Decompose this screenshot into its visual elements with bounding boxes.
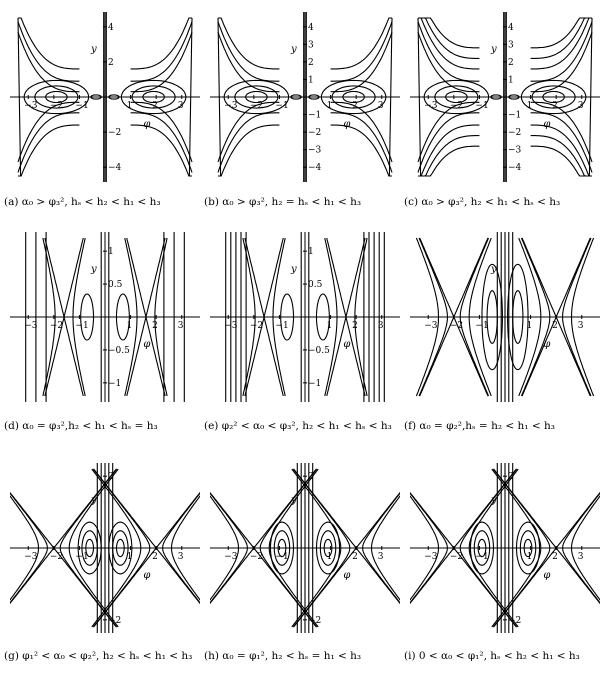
x-tick-label: −3	[24, 552, 38, 562]
phase-portrait-f	[410, 232, 600, 402]
x-tick-label: −1	[75, 321, 89, 331]
x-tick-label: −1	[475, 321, 489, 331]
y-tick-label: 1	[308, 75, 314, 86]
x-tick-label: 2	[152, 101, 158, 111]
y-tick-label: −3	[508, 145, 522, 156]
y-tick-label: 4	[108, 22, 114, 33]
y-tick-label: −1	[108, 378, 122, 389]
y-tick-label: −1	[508, 110, 522, 121]
y-axis-label: y	[291, 495, 297, 506]
outer-right-1-upper	[331, 22, 392, 82]
x-tick-label: 2	[352, 101, 358, 111]
caption-f: (f) α₀ = φ₂²,hₛ = h₂ < h₁ < h₃	[404, 420, 555, 432]
y-tick-label: −2	[308, 128, 322, 139]
caption-h: (h) α₀ = φ₁², h₂ < hₛ = h₁ < h₃	[204, 650, 362, 662]
x-tick-label: 2	[152, 321, 158, 331]
x-tick-label: 3	[177, 552, 184, 562]
phase-portrait-h	[210, 463, 400, 633]
y-tick-label: −0.5	[308, 345, 330, 356]
caption-e: (e) φ₂² < α₀ < φ₃², h₂ < h₁ < hₛ < h₃	[204, 420, 392, 432]
x-axis-label: φ	[343, 119, 351, 130]
x-tick-label: 2	[152, 552, 158, 562]
y-axis-label: y	[491, 264, 497, 275]
x-tick-label: −1	[275, 101, 289, 111]
x-tick-label: −2	[249, 321, 264, 331]
x-tick-label: 1	[326, 321, 333, 331]
x-axis-label: φ	[343, 570, 351, 581]
x-axis-label: φ	[143, 119, 151, 130]
panel-e	[210, 232, 400, 402]
y-tick-label: 0.5	[308, 280, 323, 291]
x-tick-label: 3	[377, 101, 384, 111]
panel-b	[210, 12, 400, 182]
y-tick-label: −0.5	[108, 345, 130, 356]
x-axis-label: φ	[143, 570, 151, 581]
outer-right-3-upper	[531, 18, 592, 58]
panel-g	[10, 463, 200, 633]
phase-portrait-b	[210, 12, 400, 182]
x-tick-label: −1	[475, 101, 489, 111]
outer-left-1-lower	[18, 113, 79, 173]
y-tick-label: −2	[508, 128, 522, 139]
panel-f	[410, 232, 600, 402]
x-tick-label: 1	[126, 321, 133, 331]
caption-i: (i) 0 < α₀ < φ₁², hₛ < h₂ < h₁ < h₃	[404, 650, 580, 662]
x-tick-label: 2	[352, 552, 358, 562]
x-tick-label: −2	[449, 101, 464, 111]
y-tick-label: −4	[308, 163, 322, 174]
caption-b: (b) α₀ > φ₃², h₂ = hₛ < h₁ < h₃	[204, 196, 362, 208]
x-tick-label: 3	[177, 321, 184, 331]
y-tick-label: 2	[308, 472, 314, 483]
y-tick-label: 3	[508, 40, 514, 51]
outer-left-3-lower	[418, 136, 479, 176]
y-axis-label: y	[291, 44, 297, 55]
x-tick-label: 1	[126, 101, 133, 111]
x-tick-label: 1	[526, 321, 533, 331]
x-tick-label: 2	[552, 552, 558, 562]
phase-portrait-c	[410, 12, 600, 182]
y-tick-label: −2	[108, 615, 122, 626]
x-tick-label: −2	[49, 101, 64, 111]
phase-portrait-i	[410, 463, 600, 633]
panel-a	[10, 12, 200, 182]
outer-left-1-lower	[218, 113, 279, 173]
x-tick-label: −1	[75, 552, 89, 562]
y-tick-label: 2	[508, 57, 514, 68]
x-tick-label: −1	[475, 552, 489, 562]
phase-portrait-d	[10, 232, 200, 402]
x-tick-label: −2	[449, 552, 464, 562]
x-tick-label: −3	[424, 552, 438, 562]
x-tick-label: −2	[249, 101, 264, 111]
x-axis-label: φ	[543, 119, 551, 130]
x-tick-label: −3	[224, 101, 238, 111]
x-tick-label: −1	[75, 101, 89, 111]
caption-c: (c) α₀ > φ₃², h₂ < h₁ < hₛ < h₃	[404, 196, 561, 208]
outer-right-1-upper	[131, 22, 192, 82]
x-tick-label: −3	[424, 321, 438, 331]
x-tick-label: −3	[224, 552, 238, 562]
x-axis-label: φ	[143, 339, 151, 350]
x-tick-label: 2	[552, 321, 558, 331]
y-axis-label: y	[91, 264, 97, 275]
x-tick-label: 1	[326, 552, 333, 562]
y-tick-label: −1	[308, 378, 322, 389]
x-tick-label: 1	[526, 552, 533, 562]
y-tick-label: 0.5	[108, 280, 123, 291]
y-axis-label: y	[491, 495, 497, 506]
y-tick-label: 2	[108, 472, 114, 483]
panel-i	[410, 463, 600, 633]
x-tick-label: −2	[49, 552, 64, 562]
x-axis-label: φ	[343, 339, 351, 350]
x-tick-label: −2	[249, 552, 264, 562]
x-tick-label: −1	[275, 552, 289, 562]
y-tick-label: 2	[108, 57, 114, 68]
x-tick-label: −1	[275, 321, 289, 331]
y-axis-label: y	[291, 264, 297, 275]
y-tick-label: 1	[308, 247, 314, 258]
caption-d: (d) α₀ = φ₃²,h₂ < h₁ < hₛ = h₃	[4, 420, 158, 432]
outer-right-3-lower	[531, 136, 592, 176]
phase-portrait-e	[210, 232, 400, 402]
y-tick-label: −4	[108, 163, 122, 174]
panel-h	[210, 463, 400, 633]
y-tick-label: −2	[508, 615, 522, 626]
y-tick-label: 4	[308, 22, 314, 33]
y-axis-label: y	[91, 44, 97, 55]
caption-g: (g) φ₁² < α₀ < φ₂², h₂ < hₛ < h₁ < h₃	[4, 650, 193, 662]
x-tick-label: −2	[49, 321, 64, 331]
y-axis-label: y	[91, 495, 97, 506]
x-tick-label: −3	[424, 101, 438, 111]
outer-left-3-upper	[418, 18, 479, 58]
phase-portrait-a	[10, 12, 200, 182]
x-tick-label: 3	[177, 101, 184, 111]
x-tick-label: 1	[326, 101, 333, 111]
x-tick-label: −3	[224, 321, 238, 331]
x-axis-label: φ	[543, 570, 551, 581]
x-tick-label: 3	[377, 321, 384, 331]
x-tick-label: −3	[24, 101, 38, 111]
x-tick-label: −3	[24, 321, 38, 331]
x-tick-label: 3	[577, 321, 584, 331]
outer-right-1-lower	[131, 113, 192, 173]
y-tick-label: −2	[108, 128, 122, 139]
x-tick-label: 1	[126, 552, 133, 562]
outer-right-1-lower	[331, 113, 392, 173]
y-tick-label: 1	[108, 247, 114, 258]
y-tick-label: 3	[308, 40, 314, 51]
y-tick-label: 4	[508, 22, 514, 33]
x-axis-label: φ	[543, 339, 551, 350]
x-tick-label: 2	[552, 101, 558, 111]
y-tick-label: 1	[508, 75, 514, 86]
outer-left-1-upper	[218, 22, 279, 82]
caption-a: (a) α₀ > φ₃², hₛ < h₂ < h₁ < h₃	[4, 196, 161, 208]
y-tick-label: −4	[508, 163, 522, 174]
y-tick-label: 2	[308, 57, 314, 68]
y-tick-label: −1	[308, 110, 322, 121]
panel-d	[10, 232, 200, 402]
x-tick-label: 3	[577, 101, 584, 111]
y-tick-label: 2	[508, 472, 514, 483]
y-axis-label: y	[491, 44, 497, 55]
y-tick-label: −2	[308, 615, 322, 626]
y-tick-label: −3	[308, 145, 322, 156]
x-tick-label: 2	[352, 321, 358, 331]
panel-c	[410, 12, 600, 182]
phase-portrait-g	[10, 463, 200, 633]
x-tick-label: −2	[449, 321, 464, 331]
x-tick-label: 3	[377, 552, 384, 562]
x-tick-label: 1	[526, 101, 533, 111]
outer-left-1-upper	[18, 22, 79, 82]
x-tick-label: 3	[577, 552, 584, 562]
